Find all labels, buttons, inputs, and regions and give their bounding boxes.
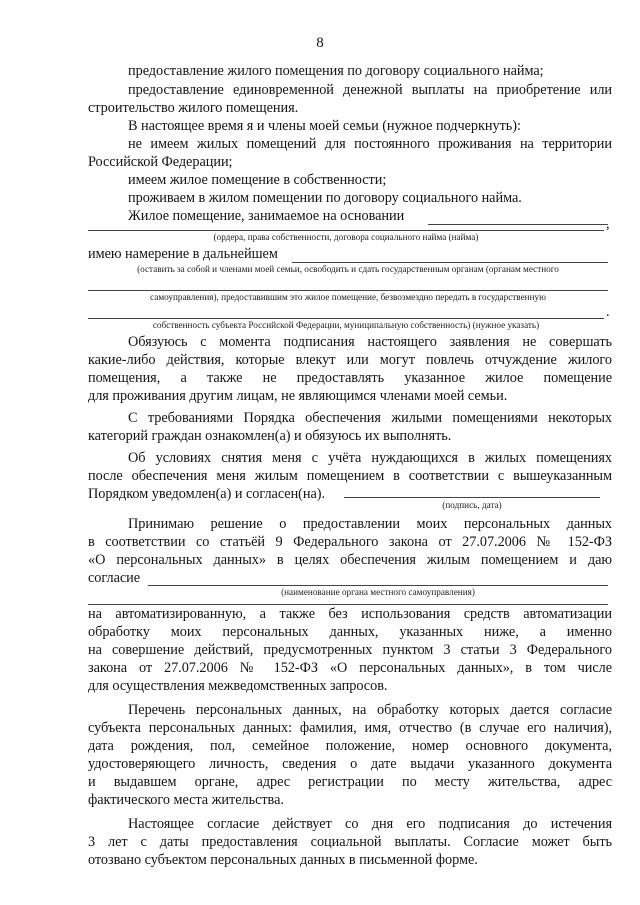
- field-caption: (наименование органа местного самоуправления): [281, 587, 475, 597]
- page-number: 8: [316, 35, 324, 51]
- text-line: дата рождения, пол, семейное положение, номер основного документа,: [88, 738, 612, 754]
- text-line: помещения, а также не предоставлять указанное жилое помещение: [88, 370, 612, 386]
- text-line: фактического места жительства.: [88, 792, 284, 808]
- blank-line: [428, 224, 608, 225]
- text-line: Об условиях снятия меня с учёта нуждающихся в жилых помещениях: [128, 450, 612, 466]
- text-line: обработку моих персональных данных, указанных ниже, а именно: [88, 624, 612, 640]
- signature-caption: (подпись, дата): [442, 500, 502, 510]
- text-line: Перечень персональных данных, на обработку которых дается согласие: [128, 702, 612, 718]
- text-line: не имеем жилых помещений для постоянного проживания на территории: [128, 136, 612, 152]
- text-line: проживаем в жилом помещении по договору социального найма.: [128, 190, 522, 206]
- text-line: имеем жилое помещение в собственности;: [128, 172, 387, 188]
- signature-line: [344, 497, 600, 498]
- field-caption: (ордера, права собственности, договора социального найма (найма): [213, 232, 479, 242]
- text-line: Порядком уведомлен(а) и согласен(на).: [88, 486, 326, 502]
- text-line: предоставление жилого помещения по договору социального найма;: [128, 63, 544, 79]
- text-line: какие-либо действия, которые влекут или могут повлечь отчуждение жилого: [88, 352, 612, 368]
- text-line: Российской Федерации;: [88, 154, 233, 170]
- text-line: «О персональных данных» в целях обеспечения жилым помещением и даю: [88, 552, 612, 568]
- text-line: и выдавшем органе, адрес регистрации по месту жительства, адрес: [88, 774, 612, 790]
- text-line: после обеспечения меня жилым помещением в соответствии с вышеуказанным: [88, 468, 612, 484]
- text-line: на совершение действий, предусмотренных пунктом 3 статьи 3 Федерального: [88, 642, 612, 658]
- text-line: Принимаю решение о предоставлении моих персональных данных: [128, 516, 612, 532]
- text-line: отозвано субъектом персональных данных в письменной форме.: [88, 852, 478, 868]
- text-line: субъекта персональных данных: фамилия, имя, отчество (в случае его наличия),: [88, 720, 612, 736]
- blank-line: [88, 230, 604, 231]
- text-line: категорий граждан ознакомлен(а) и обязуюсь их выполнять.: [88, 428, 452, 444]
- text-line: на автоматизированную, а также без использования средств автоматизации: [88, 606, 612, 622]
- text-line: удостоверяющего личность, сведения о дате выдачи указанного документа: [88, 756, 612, 772]
- blank-line: [148, 585, 608, 586]
- text-line: для проживания другим лицам, не являющимся членами моей семьи.: [88, 388, 508, 404]
- text-line: В настоящее время я и члены моей семьи (нужное подчеркнуть):: [128, 118, 521, 134]
- blank-line: [88, 318, 604, 319]
- text-line: строительство жилого помещения.: [88, 100, 299, 116]
- field-caption: самоуправления), предоставившим это жилое помещение, безвозмездно передать в государственную: [150, 292, 546, 302]
- blank-line: [88, 290, 608, 291]
- text-line: 3 лет с даты предоставления социальной выплаты. Согласие может быть: [88, 834, 612, 850]
- text-line: имею намерение в дальнейшем: [88, 246, 278, 262]
- text-line: для осуществления межведомственных запросов.: [88, 678, 388, 694]
- text-line: в соответствии со статьёй 9 Федерального закона от 27.07.2006 № 152-ФЗ: [88, 534, 612, 550]
- text-line: Обязуюсь с момента подписания настоящего заявления не совершать: [128, 334, 612, 350]
- field-caption: собственность субъекта Российской Федерации, муниципальную собственность) (нужное указать): [152, 320, 540, 330]
- text-line: Настоящее согласие действует со дня его подписания до истечения: [128, 816, 612, 832]
- period-mark: .: [606, 304, 610, 320]
- comma-mark: ,: [606, 216, 610, 232]
- text-line: С требованиями Порядка обеспечения жилыми помещениями некоторых: [128, 410, 612, 426]
- text-line: согласие: [88, 570, 141, 586]
- text-line: Жилое помещение, занимаемое на основании: [128, 208, 405, 224]
- blank-line: [88, 604, 608, 605]
- blank-line: [292, 262, 608, 263]
- field-caption: (оставить за собой и членами моей семьи, освободить и сдать государственным органам (органам местного: [137, 264, 559, 274]
- text-line: предоставление единовременной денежной выплаты на приобретение или: [128, 82, 612, 98]
- text-line: закона от 27.07.2006 № 152-ФЗ «О персональных данных», в том числе: [88, 660, 612, 676]
